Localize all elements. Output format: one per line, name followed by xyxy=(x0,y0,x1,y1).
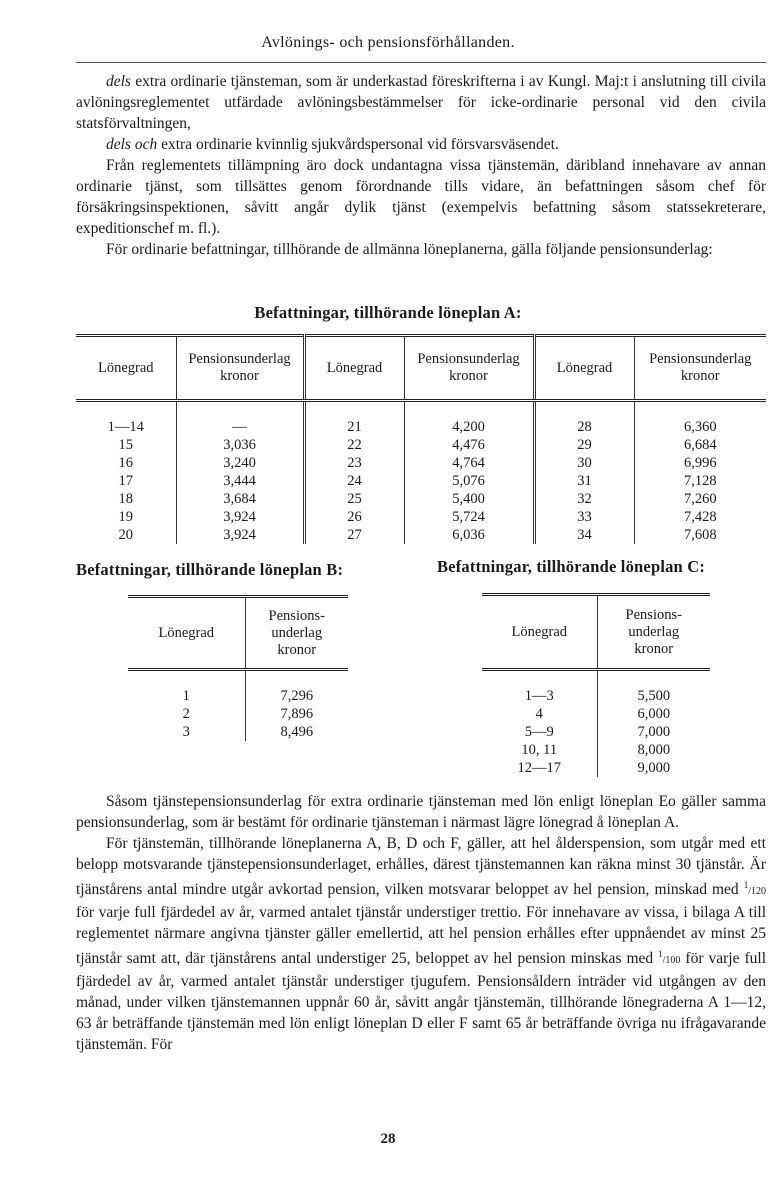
table-a-col-pension-1-line2: kronor xyxy=(220,368,259,384)
table-a-row xyxy=(76,526,766,544)
table-a-cell: 5,076 xyxy=(404,472,534,490)
intro-em-1: dels xyxy=(106,73,131,90)
table-b-cell: 7,896 xyxy=(245,705,348,723)
table-c-cell: 10, 11 xyxy=(521,742,558,758)
body-text-2c: för varje full fjärdedel av år, varmed antalet tjänstår understiger tjugufem. Pensionsåldern inträder vid utgången av den månad, under vilken tjänstemannen uppnår 60 år, såvitt angår tjänstemän, tillhörande lönegraderna A 1—12, 63 år beträffande tjänstemän med lön enligt löneplan D eller F samt 65 år beträffande övriga nu ifrågavarande tjänstemän. För xyxy=(76,950,766,1054)
table-a-col-pension-3-line2: kronor xyxy=(680,368,720,384)
table-b-title: Befattningar, tillhörande löneplan B: xyxy=(76,560,344,579)
table-a-row xyxy=(76,490,766,508)
table-b xyxy=(128,595,348,741)
table-c-row xyxy=(482,705,710,723)
table-a-row xyxy=(76,472,766,490)
table-c-cell: 1—3 xyxy=(524,688,554,704)
table-a-col-grade-1: Lönegrad xyxy=(76,336,176,401)
table-a-cell: 15 xyxy=(118,437,133,453)
table-a-cell: 26 xyxy=(304,508,404,526)
header-rule xyxy=(76,62,766,63)
table-a-cell: 29 xyxy=(534,436,634,454)
table-a-col-pension-1-line1: Pensionsunderlag xyxy=(188,351,291,367)
fraction-denominator-2: /100 xyxy=(662,955,681,967)
table-a-cell: 3,240 xyxy=(176,454,304,472)
table-c-col-pension-line3: kronor xyxy=(634,640,674,657)
table-a-cell: 3,444 xyxy=(176,472,304,490)
body-text xyxy=(76,791,766,1055)
table-a-col-grade-2: Lönegrad xyxy=(304,336,404,401)
table-c-cell: 5,500 xyxy=(597,687,710,705)
body-paragraph-1: Såsom tjänstepensionsunderlag för extra ordinarie tjänsteman med lön enligt löneplan Eo gäller samma pensionsunderlag, som är bestämt för ordinarie tjänsteman i närmast lägre lönegrad å löneplan A. xyxy=(76,793,766,831)
running-header: Avlönings- och pensionsförhållanden. xyxy=(261,34,515,51)
table-c-cell: 12—17 xyxy=(517,760,561,776)
table-c xyxy=(482,593,710,777)
table-a-cell: 3,924 xyxy=(176,508,304,526)
table-b-col-grade: Lönegrad xyxy=(128,597,245,670)
table-c-col-pension-line1: Pensions- xyxy=(625,606,682,623)
body-paragraph-2 xyxy=(76,833,766,1055)
table-a-col-pension-2 xyxy=(404,336,534,401)
table-a-cell: 27 xyxy=(304,526,404,544)
table-c-cell: 9,000 xyxy=(597,759,710,777)
table-a-cell: 16 xyxy=(118,455,133,471)
table-a-row xyxy=(76,418,766,436)
table-a-col-grade-3: Lönegrad xyxy=(534,336,634,401)
table-c-cell: 6,000 xyxy=(597,705,710,723)
table-a-cell: 6,360 xyxy=(634,418,766,436)
fraction-denominator-1: /120 xyxy=(748,886,766,898)
table-b-row xyxy=(128,705,348,723)
table-a-cell: 3,924 xyxy=(176,526,304,544)
table-c-row xyxy=(482,687,710,705)
table-a-cell: 3,036 xyxy=(176,436,304,454)
table-a-cell: 33 xyxy=(534,508,634,526)
table-a-cell: 21 xyxy=(304,418,404,436)
table-a-cell: 18 xyxy=(118,491,133,507)
fraction-numerator-1: 1 xyxy=(743,880,749,890)
table-a-cell: 24 xyxy=(304,472,404,490)
table-c-cell: 7,000 xyxy=(597,723,710,741)
table-b-col-pension xyxy=(245,597,348,670)
table-b-cell: 8,496 xyxy=(245,723,348,741)
table-c-cell: 5—9 xyxy=(524,724,554,740)
table-c-spacer-row xyxy=(482,670,710,688)
table-a-cell: 6,684 xyxy=(634,436,766,454)
table-a-cell: 7,128 xyxy=(634,472,766,490)
table-a-col-pension-2-line1: Pensionsunderlag xyxy=(417,351,520,367)
intro-paragraph-4: För ordinarie befattningar, tillhörande de allmänna löneplanerna, gälla följande pensionsunderlag: xyxy=(106,241,713,258)
table-a-spacer-row xyxy=(76,401,766,419)
table-a-header-row xyxy=(76,336,766,401)
table-a-cell: 30 xyxy=(534,454,634,472)
table-a-cell: 4,764 xyxy=(404,454,534,472)
table-c-col-pension xyxy=(597,595,710,670)
table-a-col-pension-3-line1: Pensionsunderlag xyxy=(649,351,752,367)
table-a-cell: 32 xyxy=(534,490,634,508)
table-a-cell: 5,400 xyxy=(404,490,534,508)
table-a-col-pension-2-line2: kronor xyxy=(449,368,488,384)
intro-text-1: extra ordinarie tjänsteman, som är underkastad föreskrifterna i av Kungl. Maj:t i anslutning till civila avlöningsreglementet utfärdade avlöningsbestämmelser för icke-ordinarie personal vid den civila statsförvaltningen, xyxy=(76,73,766,132)
intro-em-2: dels och xyxy=(106,136,158,153)
table-a-cell: 17 xyxy=(118,473,133,489)
table-c-cell: 8,000 xyxy=(597,741,710,759)
table-a-col-pension-3 xyxy=(634,336,766,401)
table-a-cell: 25 xyxy=(304,490,404,508)
table-a-cell: 20 xyxy=(118,527,133,543)
table-a-cell: 7,260 xyxy=(634,490,766,508)
table-a-cell: 5,724 xyxy=(404,508,534,526)
table-c-col-pension-line2: underlag xyxy=(628,623,680,640)
table-a-col-pension-1 xyxy=(176,336,304,401)
table-b-cell: 1 xyxy=(182,688,190,704)
table-a-title: Befattningar, tillhörande löneplan A: xyxy=(254,303,522,322)
table-a-cell: 1—14 xyxy=(107,419,144,435)
table-b-spacer-row xyxy=(128,670,348,688)
table-c-cell: 4 xyxy=(535,706,543,722)
table-a-cell: 31 xyxy=(534,472,634,490)
page-number: 28 xyxy=(380,1131,396,1147)
table-c-col-grade: Lönegrad xyxy=(482,595,597,670)
table-a-row xyxy=(76,454,766,472)
table-a-row xyxy=(76,436,766,454)
table-b-col-pension-line3: kronor xyxy=(277,641,317,658)
table-c-row xyxy=(482,723,710,741)
table-a-cell: 6,996 xyxy=(634,454,766,472)
table-a-cell: 34 xyxy=(534,526,634,544)
table-b-cell: 7,296 xyxy=(245,687,348,705)
table-a-cell: 19 xyxy=(118,509,133,525)
table-a-cell: 28 xyxy=(534,418,634,436)
intro-paragraph-3: Från reglementets tillämpning äro dock undantagna vissa tjänstemän, däribland innehavare av annan ordinarie tjänst, som tillsättes genom förordnande tills vidare, än befattningen såsom chef för försäkringsinspektionen, såvitt angår dylik tjänst (exempelvis befattning såsom statssekreterare, expeditionschef m. fl.). xyxy=(76,157,766,237)
table-a-cell: 4,200 xyxy=(404,418,534,436)
table-b-col-pension-line1: Pensions- xyxy=(268,607,325,624)
table-a-cell: 6,036 xyxy=(404,526,534,544)
table-b-row xyxy=(128,687,348,705)
table-a-cell: 7,428 xyxy=(634,508,766,526)
table-b-row xyxy=(128,723,348,741)
table-b-cell: 3 xyxy=(182,724,190,740)
intro-paragraph-1 xyxy=(76,71,766,134)
table-c-row xyxy=(482,759,710,777)
table-c-title: Befattningar, tillhörande löneplan C: xyxy=(437,557,706,576)
table-a-row xyxy=(76,508,766,526)
table-a-cell: — xyxy=(176,418,304,436)
table-a-cell: 4,476 xyxy=(404,436,534,454)
table-b-header-row xyxy=(128,597,348,670)
intro-paragraph-2 xyxy=(76,134,766,155)
table-a-cell: 23 xyxy=(304,454,404,472)
table-a-cell: 3,684 xyxy=(176,490,304,508)
intro-text-2: extra ordinarie kvinnlig sjukvårdspersonal vid försvarsväsendet. xyxy=(157,136,559,153)
body-text-2a: För tjänstemän, tillhörande löneplanerna A, B, D och F, gäller, att hel ålderspension, som utgår med ett belopp motsvarande tjänstepensionsunderlaget, erhålles, därest tjänstemannen kan räkna minst 30 tjänstår. Är tjänstårens antal mindre utgår avkortad pension, vilken motsvarar beloppet av hel pension, minskad med xyxy=(76,835,766,899)
table-b-cell: 2 xyxy=(182,706,190,722)
table-a xyxy=(76,334,766,544)
table-a-cell: 22 xyxy=(304,436,404,454)
body-text-2b: för varje full fjärdedel av år, varmed antalet tjänstår understiger trettio. För innehavare av vissa, i bilaga A till reglementet närmare angivna tjänster gäller emellertid, att hel pension erhålles efter uppnåendet av minst 25 tjänstår samt att, där tjänstårens antal understiger 25, beloppet av hel pension minskas med xyxy=(76,904,766,968)
intro-text xyxy=(76,71,766,260)
fraction-numerator-2: 1 xyxy=(658,949,663,960)
table-c-header-row xyxy=(482,595,710,670)
table-b-col-pension-line2: underlag xyxy=(271,624,323,641)
table-c-row xyxy=(482,741,710,759)
table-a-cell: 7,608 xyxy=(634,526,766,544)
